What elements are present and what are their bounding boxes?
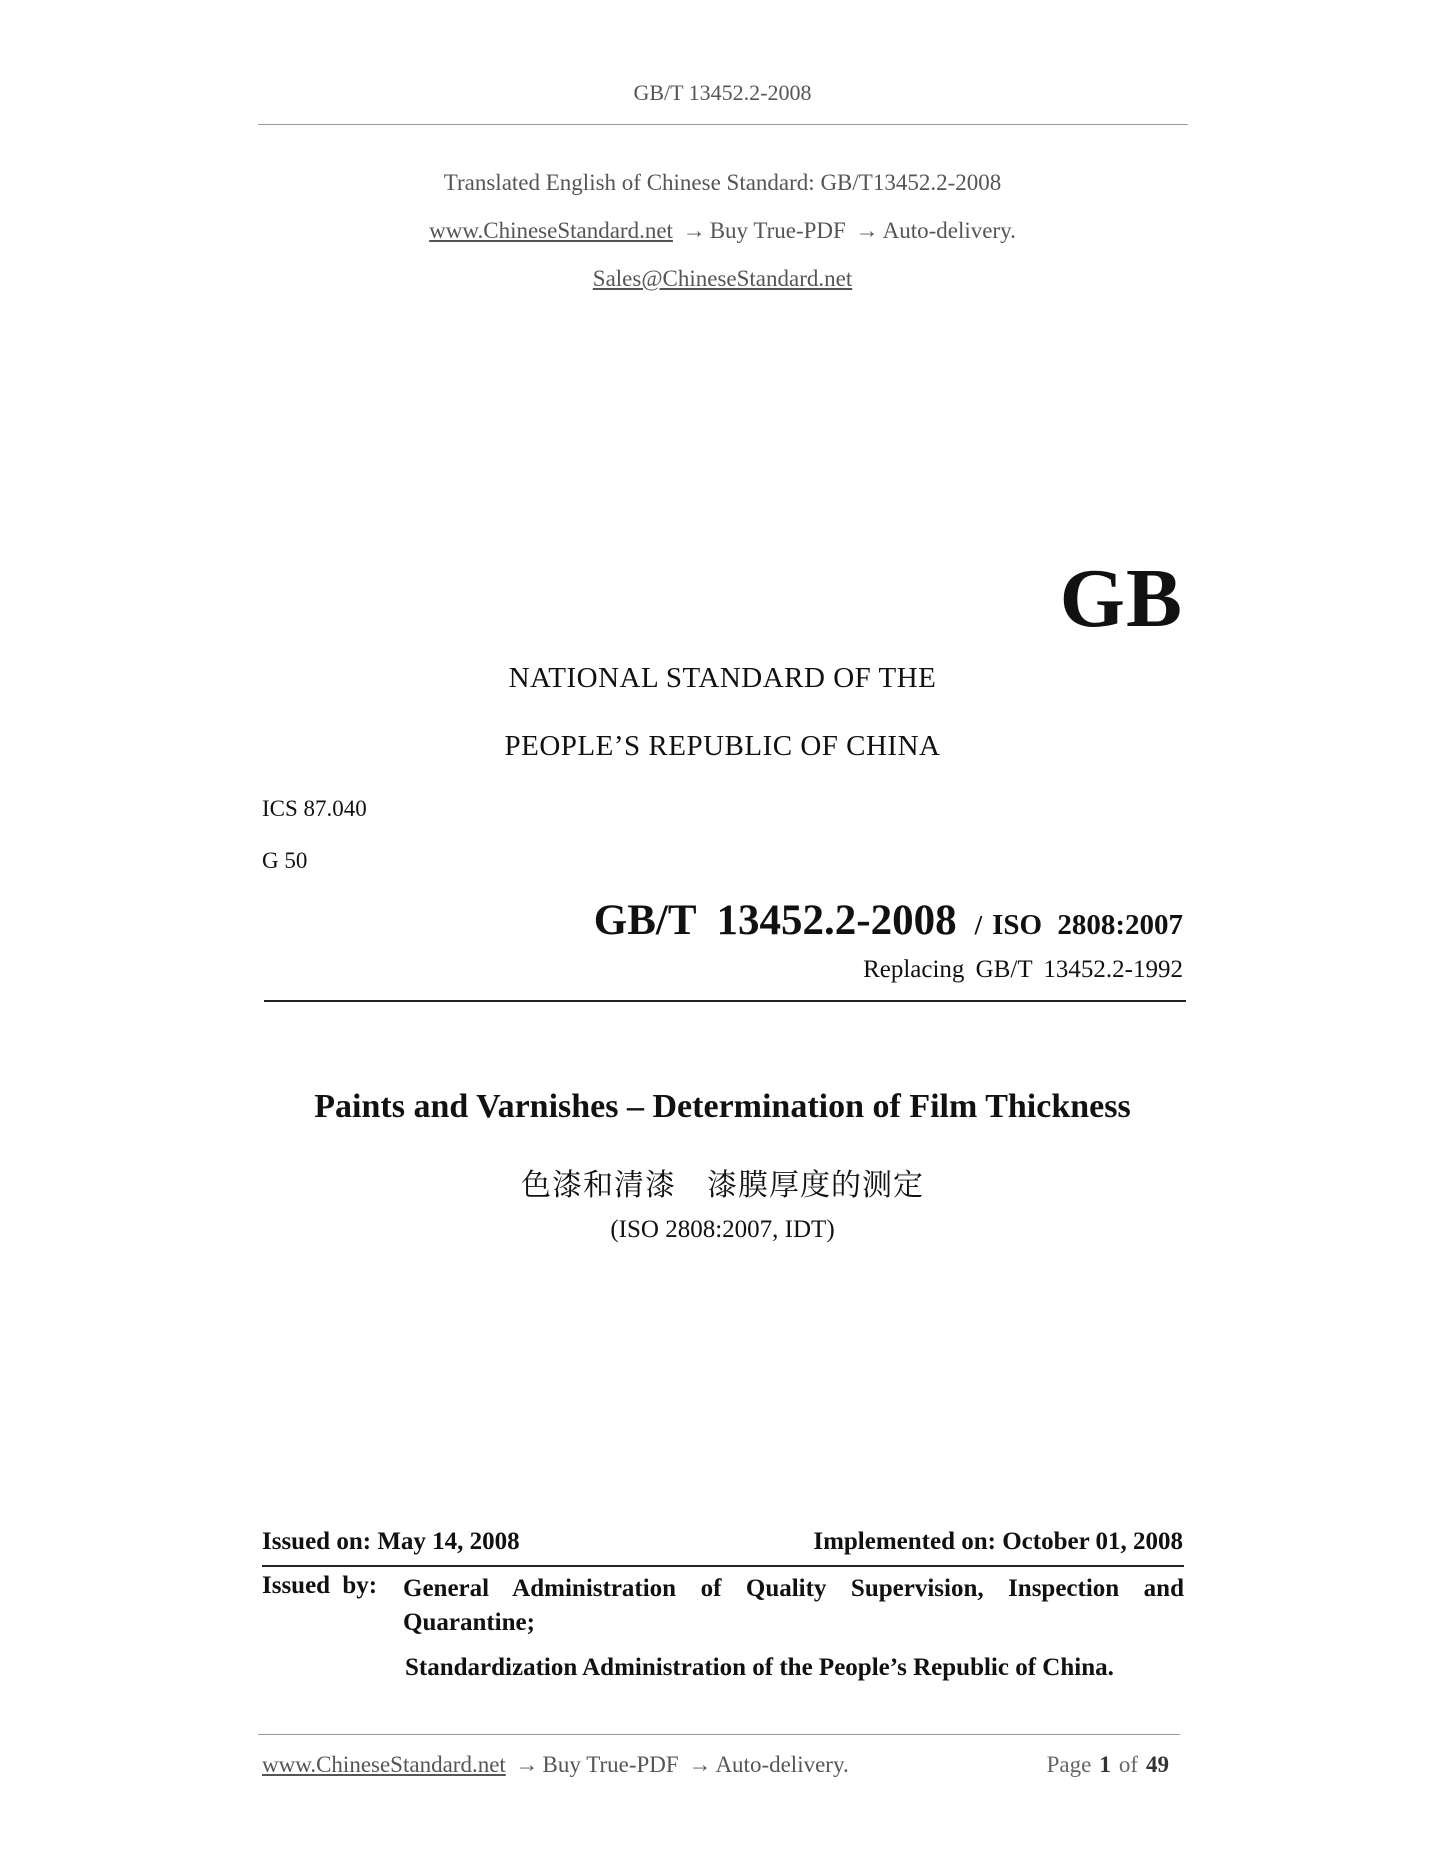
footer-purchase-line (262, 1752, 849, 1778)
issue-divider (262, 1565, 1184, 1567)
footer-divider (258, 1734, 1180, 1735)
title-divider (264, 1000, 1186, 1002)
iso-number: ISO 2808:2007 (992, 909, 1183, 941)
replacing-note: Replacing GB/T 13452.2-1992 (863, 956, 1183, 983)
ccs-code: G 50 (262, 848, 308, 873)
site-link[interactable]: www.ChineseStandard.net (429, 218, 673, 243)
running-header: GB/T 13452.2-2008 (633, 80, 812, 105)
issuer-aqsiq: General Administration of Quality Supervision, Inspection and Quarantine; (403, 1575, 1184, 1636)
standard-number: GB/T 13452.2-2008 (593, 897, 957, 944)
national-standard-line1: NATIONAL STANDARD OF THE (508, 662, 937, 694)
national-standard-line2: PEOPLE’S REPUBLIC OF CHINA (504, 730, 941, 762)
footer-auto-delivery-text: Auto-delivery. (715, 1752, 849, 1777)
auto-delivery-text: Auto-delivery. (882, 218, 1016, 243)
standard-number-block (594, 896, 1183, 945)
page-current: 1 (1099, 1752, 1111, 1777)
title-chinese: 色漆和清漆 漆膜厚度的测定 (521, 1168, 924, 1203)
page-of: of (1118, 1752, 1138, 1777)
title-english: Paints and Varnishes – Determination of Film Thickness (314, 1088, 1131, 1125)
arrow-right-icon: → (515, 1752, 539, 1777)
arrow-right-icon: → (688, 1752, 712, 1777)
page-number (1047, 1752, 1177, 1778)
issued-by-label: Issued by: (262, 1572, 378, 1599)
gb-mark: GB (1059, 552, 1183, 645)
footer-buy-true-pdf-text: Buy True-PDF (542, 1752, 679, 1777)
buy-true-pdf-text: Buy True-PDF (709, 218, 846, 243)
page-total: 49 (1146, 1752, 1169, 1777)
arrow-right-icon: → (682, 218, 706, 243)
intro-line-email (0, 266, 1445, 292)
ics-code: ICS 87.040 (262, 796, 367, 821)
footer-site-link[interactable]: www.ChineseStandard.net (262, 1752, 506, 1777)
issued-on-date: Issued on: May 14, 2008 (262, 1528, 520, 1555)
header-divider (258, 124, 1188, 125)
arrow-right-icon: → (855, 218, 879, 243)
title-iso-equivalence: (ISO 2808:2007, IDT) (610, 1216, 835, 1243)
intro-line-translated: Translated English of Chinese Standard: GB/T13452.2-2008 (443, 170, 1002, 195)
email-link[interactable]: Sales@ChineseStandard.net (592, 266, 853, 291)
implemented-on-date: Implemented on: October 01, 2008 (813, 1528, 1183, 1555)
intro-line-purchase (0, 218, 1445, 244)
slash-separator: / (974, 910, 983, 940)
page-label: Page (1046, 1752, 1092, 1777)
issuer-sac: Standardization Administration of the People’s Republic of China. (405, 1654, 1114, 1681)
